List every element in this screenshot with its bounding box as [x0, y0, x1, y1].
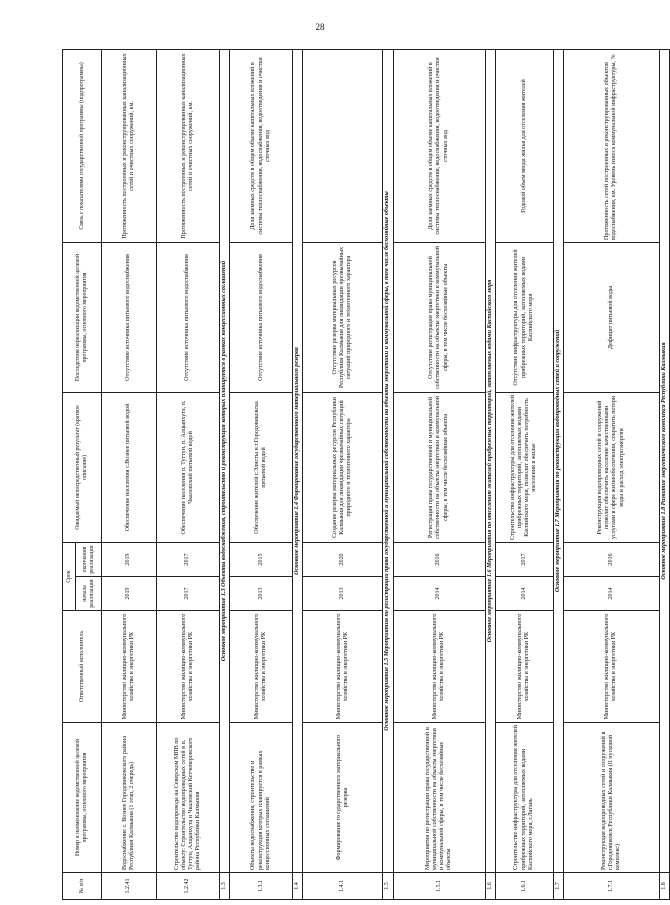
row-link: Годовой объем ввода жилья для отселения жителей [495, 49, 553, 242]
section-row [485, 49, 495, 899]
page-number: 28 [315, 22, 325, 32]
row-name: Формирование государственного материального резерва [303, 723, 383, 873]
header-consequences: Последствия нереализации ведомственной целевой программы, основного мероприятия [63, 242, 102, 392]
row-result: Создание резерва материальных ресурсов Республики Калмыкия для ликвидации чрезвычайных ситуаций природного и техногенного характера [303, 392, 383, 542]
table-row [102, 49, 157, 899]
section-title: Основное мероприятие 1.4 Формирование государственного материального резерва [293, 49, 303, 872]
row-num: 1.7.1 [563, 873, 659, 900]
section-row [383, 49, 393, 899]
row-consequences: Отсутствие инфраструктуры для отселения жителей прибрежных территорий, затопляемых водами Каспийского моря [495, 242, 553, 392]
table-row [303, 49, 383, 899]
section-num: 1.5 [383, 873, 393, 900]
header-executor: Ответственный исполнитель [63, 611, 102, 723]
row-start: 2017 [157, 577, 220, 611]
row-name: Водоснабжение с. Вознее Городовиковского района Республики Калмыкия (1 этап, 2 очередь) [102, 723, 157, 873]
row-start: 2013 [230, 577, 293, 611]
row-end: 2016 [393, 542, 485, 576]
row-result: Обеспечение жителей г.Элисты и г.Городовиковска питьевой водой [230, 392, 293, 542]
row-end: 2019 [102, 542, 157, 576]
row-name: Строительство инфраструктуры для отселения жителей прибрежных территорий, затопляемых водами Каспийского моря, г.Лагань [495, 723, 553, 873]
header-start: начала реализации [76, 577, 102, 611]
row-name: Объекты водоснабжения, строительство и реконструкция которых планируется в рамках концессионных соглашений [230, 723, 293, 873]
row-result: Обеспечение населения с.Вознее питьевой водой [102, 392, 157, 542]
section-title: Основное мероприятие 1.7 Мероприятия по реконструкции водопроводных сетей и сооружений [553, 49, 563, 872]
row-consequences: Отсутствие источника питьевого водоснабжения [230, 242, 293, 392]
row-link: Протяженность построенных и реконструированных канализационных сетей и очистных сооружений, км. [157, 49, 220, 242]
row-end: 2016 [563, 542, 659, 576]
row-num: 1.3.1 [230, 873, 293, 900]
row-consequences: Отсутствие источника питьевого водоснабжения [157, 242, 220, 392]
section-num: 1.7 [553, 873, 563, 900]
program-table [62, 49, 670, 900]
table-row [157, 49, 220, 899]
header-link: Связь с показателями государственной программы (подпрограммы) [63, 49, 102, 242]
section-row [293, 49, 303, 899]
header-result: Ожидаемый непосредственный результат (краткое описание) [63, 392, 102, 542]
row-end: 2020 [303, 542, 383, 576]
row-start: 2014 [495, 577, 553, 611]
table-row [230, 49, 293, 899]
table-row [563, 49, 659, 899]
row-consequences: Отсутствие источника питьевого водоснабжения [102, 242, 157, 392]
row-end: 2017 [157, 542, 220, 576]
row-executor: Министерство жилищно-коммунального хозяйства и энергетики РК [393, 611, 485, 723]
section-title: Основное мероприятие 1.6 Мероприятия по отселению жителей прибрежных территорий, затопляемых водами Каспийского моря [485, 49, 495, 872]
section-row [220, 49, 230, 899]
row-start: 2013 [303, 577, 383, 611]
row-link: Доля заемных средств в общем объеме капитальных вложений в системы теплоснабжения, водоснабжения, водоотведения и очистки сточных вод [393, 49, 485, 242]
header-period: Срок [63, 542, 76, 610]
section-title: Основное мероприятие 1.3 Объекты водоснабжения, строительство и реконструкция которых планируется в рамках концессионных соглашений [220, 49, 230, 872]
table-row [495, 49, 553, 899]
section-num: 1.4 [293, 873, 303, 900]
row-start: 2014 [563, 577, 659, 611]
section-num: 1.8 [659, 873, 669, 900]
row-consequences: Отсутствие резерва материальных ресурсов Республики Калмыкия для ликвидации чрезвычайных ситуаций природного и техногенного характера [303, 242, 383, 392]
row-executor: Министерство жилищно-коммунального хозяйства и энергетики РК [563, 611, 659, 723]
row-executor: Министерство жилищно-коммунального хозяйства и энергетики РК [495, 611, 553, 723]
row-num: 1.2.42 [157, 873, 220, 900]
row-start: 2019 [102, 577, 157, 611]
table-body [102, 49, 670, 899]
row-link: Протяженность построенных и реконструированных канализационных сетей и очистных сооружений, км. [102, 49, 157, 242]
table-row [393, 49, 485, 899]
row-executor: Министерство жилищно-коммунального хозяйства и энергетики РК [102, 611, 157, 723]
section-num: 1.6 [485, 873, 495, 900]
header-end: окончания реализации [76, 542, 102, 576]
row-result: Регистрация права государственной и муниципальной собственности на объекты энергетики и коммунальной сферы, в том числе бесхозяйные объекты [393, 392, 485, 542]
row-executor: Министерство жилищно-коммунального хозяйства и энергетики РК [230, 611, 293, 723]
row-num: 1.6.1 [495, 873, 553, 900]
row-consequences: Дефицит питьевой воды [563, 242, 659, 392]
row-result: Реконструкция водопроводных сетей и сооружений позволит обеспечить население качественными услугами в сфере жизнеобеспечения, сократить потери воды и расход электроэнергии [563, 392, 659, 542]
row-num: 1.5.1 [393, 873, 485, 900]
row-end: 2015 [230, 542, 293, 576]
section-row [553, 49, 563, 899]
row-link: Доля заемных средств в общем объеме капитальных вложений в системы теплоснабжения, водоснабжения, водоотведения и очистки сточных вод [230, 49, 293, 242]
row-num: 1.4.1 [303, 873, 383, 900]
row-link [303, 49, 383, 242]
row-start: 2014 [393, 577, 485, 611]
row-end: 2017 [495, 542, 553, 576]
row-name: Строительство водопровода на Северском МПВ по объекту: Строительство водопроводных сетей в п. Тугтун, Алцынхута и Чкаловский Кетченеровского района Республики Калмыкия [157, 723, 220, 873]
section-title: Основное мероприятие 1.5 Мероприятия по регистрации права государственной и муниципальной собственности на объекты энергетики и коммунальной сферы, в том числе бесхозяйные объекты [383, 49, 393, 872]
section-num: 1.3 [220, 873, 230, 900]
row-name: Мероприятия по регистрации права государственной и муниципальной собственности на объекты энергетики и коммунальной сферы, в том числе бесхозяйные объекты [393, 723, 485, 873]
row-num: 1.2.41 [102, 873, 157, 900]
table-header [63, 49, 102, 899]
row-link: Протяженность сетей построенных и реконструированных объектов водоснабжения, км. Уровень износа коммунальной инфраструктуры, % [563, 49, 659, 242]
section-row [659, 49, 669, 899]
row-consequences: Отсутствие регистрации права муниципальной собственности на объекты энергетики и коммунальной сферы, в том числе бесхозяйные объекты [393, 242, 485, 392]
row-result: Обеспечение населения п. Тугтун, п. Алцынхута, п. Чкаловский питьевой водой [157, 392, 220, 542]
header-name: Номер и наименование ведомственной целевой программы, основного мероприятия [63, 723, 102, 873]
header-num: № п/п [63, 873, 102, 900]
section-title: Основное мероприятие 1.8 Развитие энергетического комплекса Республики Калмыкия [659, 49, 669, 872]
row-executor: Министерство жилищно-коммунального хозяйства и энергетики РК [303, 611, 383, 723]
row-name: Реконструкция водопроводных сетей и сооружений в г.Городовиковск Республики Калмыкия (II пусковой комплекс) [563, 723, 659, 873]
row-result: Строительство инфраструктуры для отселения жителей прибрежных территорий, затопляемых водами Каспийского моря, позволит обеспечить потребность населения в жилье [495, 392, 553, 542]
rotated-table-wrapper [62, 50, 667, 900]
row-executor: Министерство жилищно-коммунального хозяйства и энергетики РК [157, 611, 220, 723]
